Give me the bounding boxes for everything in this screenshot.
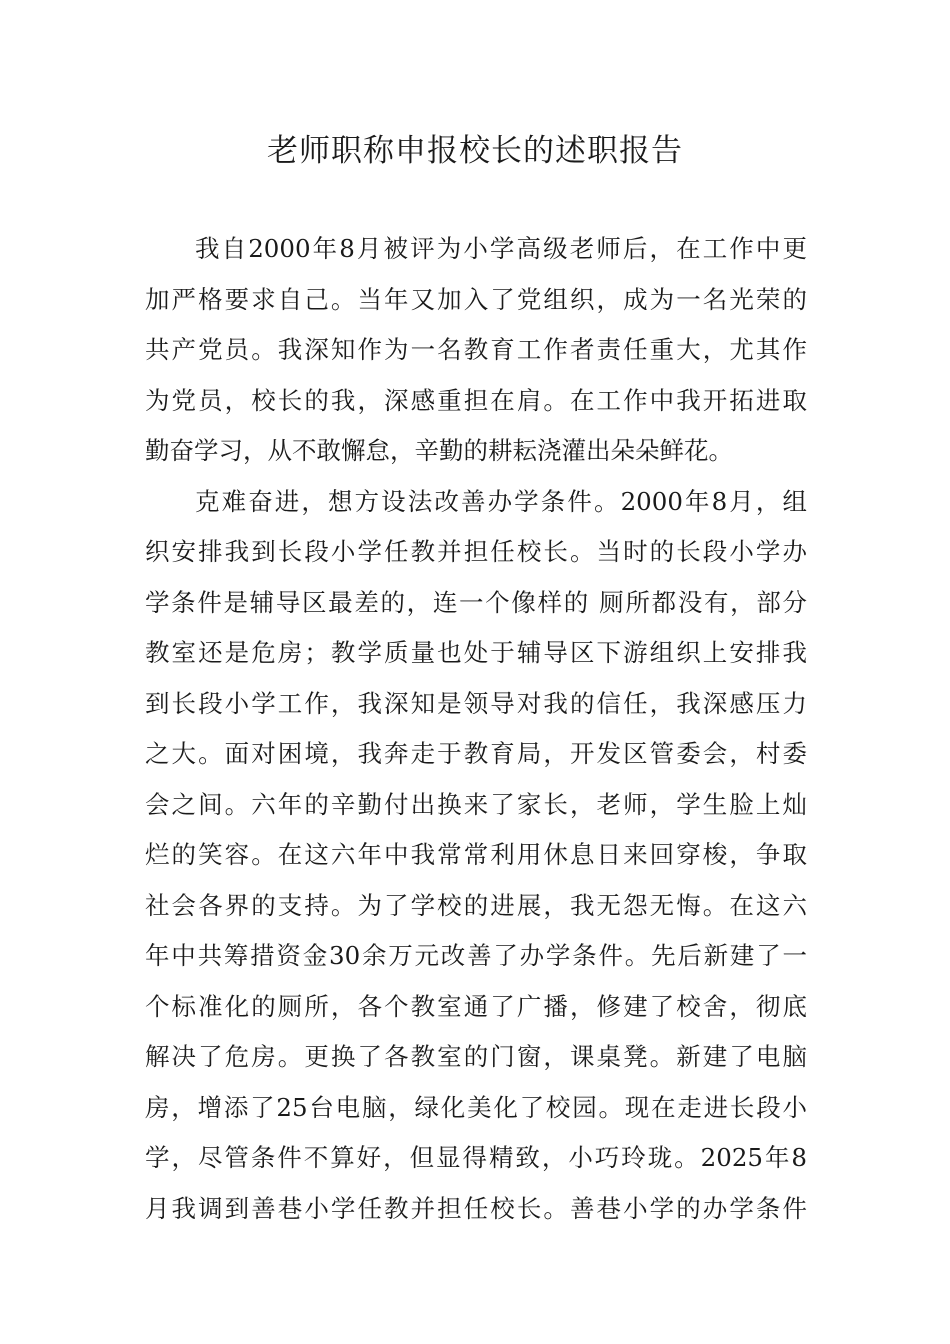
paragraph-line: 学，尽管条件不算好，但显得精致，小巧玲珑。2025年8	[145, 1143, 807, 1172]
paragraph-line: 为党员，校长的我，深感重担在肩。在工作中我开拓进取	[145, 385, 807, 415]
paragraph-line: 克难奋进，想方设法改善办学条件。2000年8月，组	[195, 486, 807, 516]
paragraph-line: 会之间。六年的辛勤付出换来了家长，老师，学生脸上灿	[145, 789, 807, 819]
paragraph-line: 解决了危房。更换了各教室的门窗，课桌凳。新建了电脑	[145, 1042, 807, 1071]
paragraph-line: 学条件是辅导区最差的，连一个像样的 厕所都没有，部分	[145, 587, 807, 617]
paragraph-line: 社会各界的支持。为了学校的进展，我无怨无悔。在这六	[145, 890, 807, 920]
paragraph-line: 房，增添了25台电脑，绿化美化了校园。现在走进长段小	[145, 1092, 807, 1122]
document-body	[145, 224, 807, 1234]
paragraph-line: 年中共筹措资金30余万元改善了办学条件。先后新建了一	[145, 941, 807, 970]
paragraph-line: 到长段小学工作，我深知是领导对我的信任，我深感压力	[145, 688, 807, 718]
paragraph-2	[145, 477, 807, 1235]
paragraph-line: 月我调到善巷小学任教并担任校长。善巷小学的办学条件	[145, 1193, 807, 1223]
document-title: 老师职称申报校长的述职报告	[267, 133, 683, 169]
paragraph-line: 织安排我到长段小学任教并担任校长。当时的长段小学办	[145, 537, 807, 566]
paragraph-line: 之大。面对困境，我奔走于教育局，开发区管委会，村委	[145, 739, 807, 768]
paragraph-line: 个标准化的厕所，各个教室通了广播，修建了校舍，彻底	[145, 991, 807, 1021]
paragraph-line: 教室还是危房；教学质量也处于辅导区下游组织上安排我	[145, 638, 807, 667]
paragraph-line: 我自2000年8月被评为小学高级老师后，在工作中更	[195, 234, 807, 263]
paragraph-line: 共产党员。我深知作为一名教育工作者责任重大，尤其作	[145, 335, 807, 364]
paragraph-line: 烂的笑容。在这六年中我常常利用休息日来回穿梭，争取	[145, 840, 807, 869]
paragraph-line: 勤奋学习，从不敢懈怠，辛勤的耕耘浇灌出朵朵鲜花。	[145, 436, 733, 465]
paragraph-1	[145, 224, 807, 477]
paragraph-line: 加严格要求自己。当年又加入了党组织，成为一名光荣的	[145, 284, 807, 314]
